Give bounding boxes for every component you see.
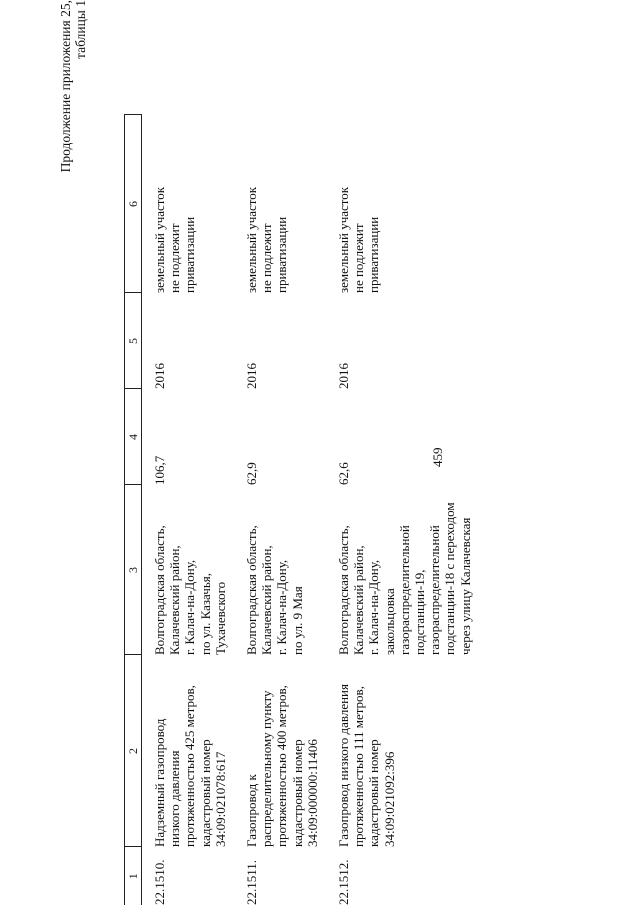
object-address-line: г. Калач-на-Дону,	[366, 559, 382, 655]
column-number-2: 2	[125, 655, 142, 847]
continuation-line-2: таблицы 1	[73, 0, 88, 59]
area-value: 62,9	[244, 462, 260, 485]
object-name-line: кадастровый номер	[366, 739, 382, 847]
table-row	[326, 115, 479, 905]
note-text-line: приватизации	[366, 216, 382, 293]
object-address-line: г. Калач-на-Дону,	[274, 559, 290, 655]
object-address-line: Калачевский район,	[259, 545, 275, 655]
object-name-line: 34:09:021078:617	[212, 751, 228, 847]
object-address-line: Волгоградская область,	[336, 525, 352, 655]
object-name-line: низкого давления	[167, 750, 183, 847]
row-number: 22.1512.	[336, 859, 352, 905]
object-address-line: Тухачевского	[212, 581, 228, 655]
object-address-line: по ул. 9 Мая	[289, 586, 305, 655]
note-text-line: не подлежит	[259, 223, 275, 293]
note-text-line: земельный участок	[244, 186, 260, 293]
year-value: 2016	[336, 363, 352, 389]
note-text-line: приватизации	[274, 216, 290, 293]
note-text	[142, 115, 235, 293]
object-name-line: протяженностью 425 метров,	[182, 685, 198, 847]
table-row	[142, 115, 235, 905]
column-number-4: 4	[125, 389, 142, 485]
object-name	[234, 655, 326, 847]
object-name-line: кадастровый номер	[197, 739, 213, 847]
object-address-line: Калачевский район,	[167, 545, 183, 655]
object-address-line: Волгоградская область,	[244, 525, 260, 655]
column-number-1: 1	[125, 847, 142, 905]
note-text	[326, 115, 479, 293]
year-value: 2016	[244, 363, 260, 389]
object-name-line: Надземный газопровод	[152, 718, 167, 847]
object-address-line: подстанции-18 с переходом	[442, 502, 458, 655]
column-number-6: 6	[125, 115, 142, 293]
object-address-line: по ул. Казачья,	[197, 573, 213, 655]
object-name-line: Газопровод к	[244, 774, 260, 847]
object-name-line: распределительному пункту	[259, 690, 275, 847]
continuation-caption	[58, 0, 88, 330]
row-number: 22.1510.	[152, 859, 167, 905]
note-text-line: земельный участок	[152, 186, 167, 293]
page-number: 459	[430, 447, 445, 467]
object-address-line: Калачевский район,	[351, 545, 367, 655]
object-address-line: газораспределительной	[427, 525, 443, 655]
note-text-line: не подлежит	[167, 223, 183, 293]
object-name-line: 34:09:021092:396	[381, 751, 397, 847]
object-name	[142, 655, 235, 847]
row-number: 22.1511.	[244, 859, 260, 905]
note-text-line: земельный участок	[336, 186, 352, 293]
note-text	[234, 115, 326, 293]
object-name-line: кадастровый номер	[289, 739, 305, 847]
object-name-line: протяженностью 111 метров,	[351, 686, 367, 847]
property-table	[124, 115, 479, 905]
object-name-line: Газопровод низкого давления	[336, 684, 352, 847]
object-address-line: Волгоградская область,	[152, 525, 167, 655]
note-text-line: не подлежит	[351, 223, 367, 293]
continuation-line-1: Продолжение приложения 25,	[58, 0, 73, 173]
object-address	[234, 485, 326, 655]
object-address-line: через улицу Калачевская	[457, 517, 473, 655]
object-name	[326, 655, 479, 847]
year-value: 2016	[152, 363, 167, 389]
column-number-row	[125, 115, 142, 905]
object-address-line: газораспределительной	[396, 525, 412, 655]
object-address-line: подстанции-19,	[412, 569, 428, 655]
object-address	[326, 485, 479, 655]
column-number-5: 5	[125, 293, 142, 389]
table-row	[234, 115, 326, 905]
object-name-line: протяженностью 400 метров,	[274, 685, 290, 847]
object-address-line: закольцовка	[381, 588, 397, 655]
object-address-line: г. Калач-на-Дону,	[182, 559, 198, 655]
note-text-line: приватизации	[182, 216, 198, 293]
column-number-3: 3	[125, 485, 142, 655]
table-body	[142, 115, 479, 905]
area-value: 62,6	[336, 462, 352, 485]
object-name-line: 34:09:000000:11406	[304, 739, 320, 847]
object-address	[142, 485, 235, 655]
area-value: 106,7	[152, 455, 167, 485]
